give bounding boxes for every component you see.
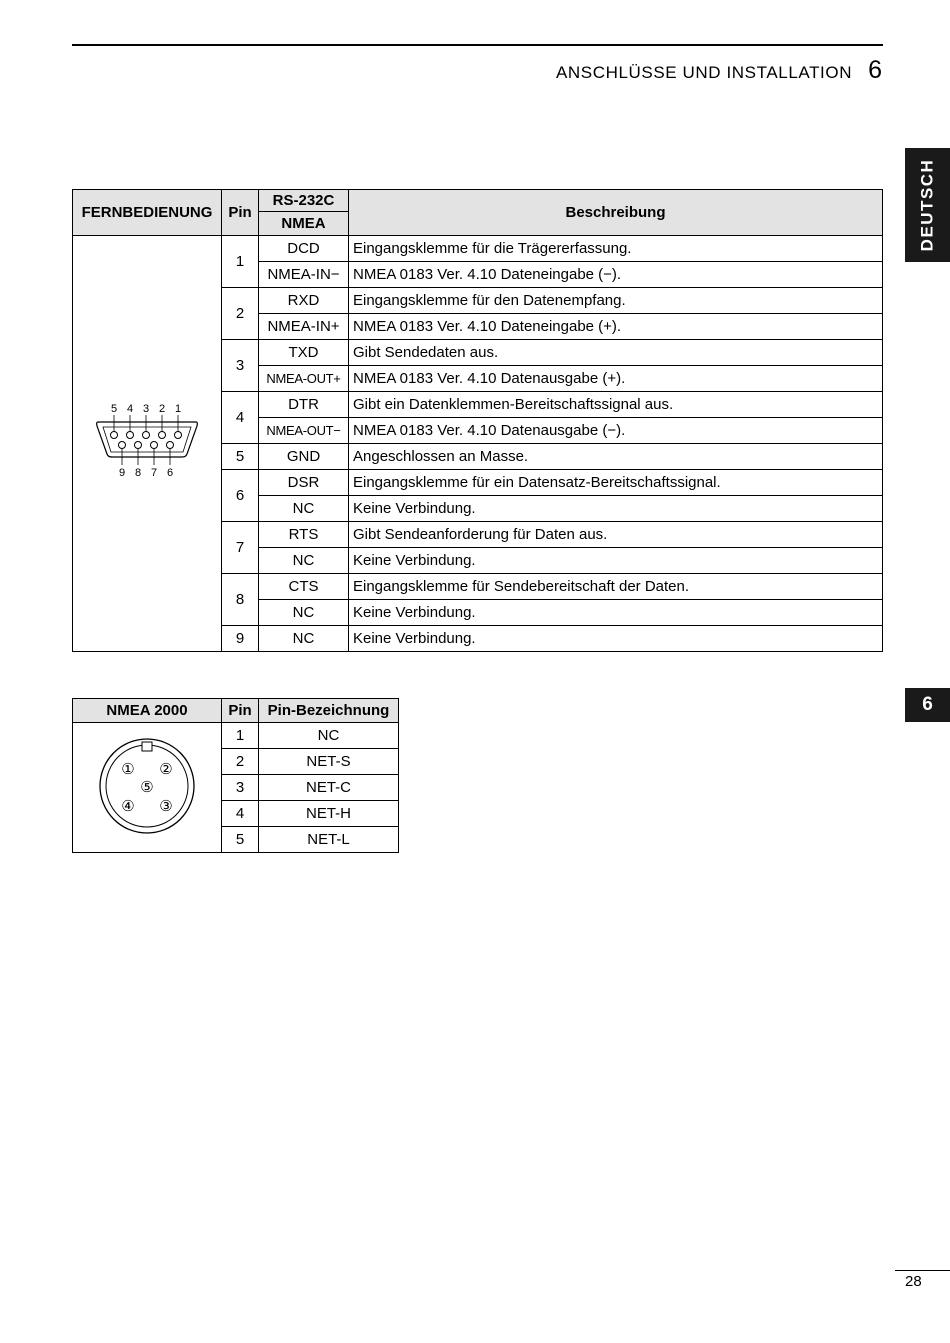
signal-name: DSR <box>259 470 349 496</box>
col-header-pin: Pin <box>222 699 259 723</box>
table-row <box>73 723 399 749</box>
db9-pins <box>111 431 182 448</box>
nmea2000-connector-diagram <box>97 736 197 836</box>
signal-name: NC <box>259 548 349 574</box>
nmea2000-label-1: ① <box>121 760 135 778</box>
db9-diagram-cell <box>73 236 222 652</box>
pin-number: 1 <box>222 236 259 288</box>
pin-designation: NET-H <box>259 801 399 827</box>
signal-name: NMEA-IN− <box>259 262 349 288</box>
signal-description: NMEA 0183 Ver. 4.10 Dateneingabe (−). <box>349 262 883 288</box>
signal-name: NC <box>259 496 349 522</box>
col-header-nmea: NMEA <box>259 212 349 236</box>
signal-description: Gibt Sendedaten aus. <box>349 340 883 366</box>
language-tab-label: DEUTSCH <box>917 158 937 252</box>
top-rule <box>72 44 883 46</box>
signal-name: NMEA-IN+ <box>259 314 349 340</box>
pin-number: 2 <box>222 288 259 340</box>
pin-number: 8 <box>222 574 259 626</box>
signal-description: Eingangsklemme für den Datenempfang. <box>349 288 883 314</box>
signal-name: GND <box>259 444 349 470</box>
pin-designation: NC <box>259 723 399 749</box>
signal-description: Eingangsklemme für die Trägererfassung. <box>349 236 883 262</box>
db9-label-1: 1 <box>174 402 182 415</box>
signal-name: NC <box>259 600 349 626</box>
pin-number: 9 <box>222 626 259 652</box>
col-header-connector: NMEA 2000 <box>73 699 222 723</box>
col-header-pin: Pin <box>222 190 259 236</box>
signal-description: NMEA 0183 Ver. 4.10 Datenausgabe (+). <box>349 366 883 392</box>
table-row <box>73 236 883 262</box>
language-tab <box>905 148 950 262</box>
page-number: 28 <box>905 1273 922 1290</box>
signal-description: Eingangsklemme für Sendebereitschaft der Daten. <box>349 574 883 600</box>
nmea2000-pin-table <box>72 698 399 853</box>
page-header <box>556 56 882 85</box>
pin-number: 5 <box>222 444 259 470</box>
pin-number: 6 <box>222 470 259 522</box>
nmea2000-label-5: ⑤ <box>140 778 154 796</box>
footer-rule <box>895 1270 950 1271</box>
remote-pin-table <box>72 189 883 652</box>
signal-name: NMEA-OUT− <box>259 418 349 444</box>
signal-name: DTR <box>259 392 349 418</box>
signal-description: Keine Verbindung. <box>349 496 883 522</box>
signal-name: DCD <box>259 236 349 262</box>
pin-number: 3 <box>222 775 259 801</box>
nmea2000-diagram-cell <box>73 723 222 853</box>
signal-description: Keine Verbindung. <box>349 600 883 626</box>
pin-number: 5 <box>222 827 259 853</box>
db9-label-5: 5 <box>110 402 118 415</box>
nmea2000-label-3: ③ <box>159 797 173 815</box>
db9-connector-diagram <box>92 402 202 482</box>
pin-number: 3 <box>222 340 259 392</box>
pin-number: 4 <box>222 801 259 827</box>
pin-number: 7 <box>222 522 259 574</box>
db9-label-6: 6 <box>166 466 174 479</box>
signal-description: Gibt ein Datenklemmen-Bereitschaftssignal aus. <box>349 392 883 418</box>
signal-name: NMEA-OUT+ <box>259 366 349 392</box>
db9-label-9: 9 <box>118 466 126 479</box>
header-chapter-number: 6 <box>868 56 882 84</box>
pin-number: 1 <box>222 723 259 749</box>
pin-number: 2 <box>222 749 259 775</box>
signal-name: NC <box>259 626 349 652</box>
signal-description: Angeschlossen an Masse. <box>349 444 883 470</box>
signal-description: NMEA 0183 Ver. 4.10 Dateneingabe (+). <box>349 314 883 340</box>
pin-designation: NET-C <box>259 775 399 801</box>
signal-description: Keine Verbindung. <box>349 548 883 574</box>
pin-number: 4 <box>222 392 259 444</box>
signal-name: RXD <box>259 288 349 314</box>
col-header-rs232: RS-232C <box>259 190 349 212</box>
header-title: ANSCHLÜSSE UND INSTALLATION <box>555 63 853 82</box>
db9-label-2: 2 <box>158 402 166 415</box>
db9-label-8: 8 <box>134 466 142 479</box>
db9-label-7: 7 <box>150 466 158 479</box>
chapter-tab: 6 <box>905 688 950 722</box>
nmea2000-label-4: ④ <box>121 797 135 815</box>
signal-name: TXD <box>259 340 349 366</box>
signal-description: NMEA 0183 Ver. 4.10 Datenausgabe (−). <box>349 418 883 444</box>
db9-label-4: 4 <box>126 402 134 415</box>
nmea2000-label-2: ② <box>159 760 173 778</box>
signal-description: Eingangsklemme für ein Datensatz-Bereitschaftssignal. <box>349 470 883 496</box>
signal-description: Keine Verbindung. <box>349 626 883 652</box>
col-header-designation: Pin-Bezeichnung <box>259 699 399 723</box>
col-header-description: Beschreibung <box>349 190 883 236</box>
pin-designation: NET-L <box>259 827 399 853</box>
db9-label-3: 3 <box>142 402 150 415</box>
pin-designation: NET-S <box>259 749 399 775</box>
signal-name: CTS <box>259 574 349 600</box>
signal-description: Gibt Sendeanforderung für Daten aus. <box>349 522 883 548</box>
signal-name: RTS <box>259 522 349 548</box>
col-header-connector: FERNBEDIENUNG <box>73 190 222 236</box>
